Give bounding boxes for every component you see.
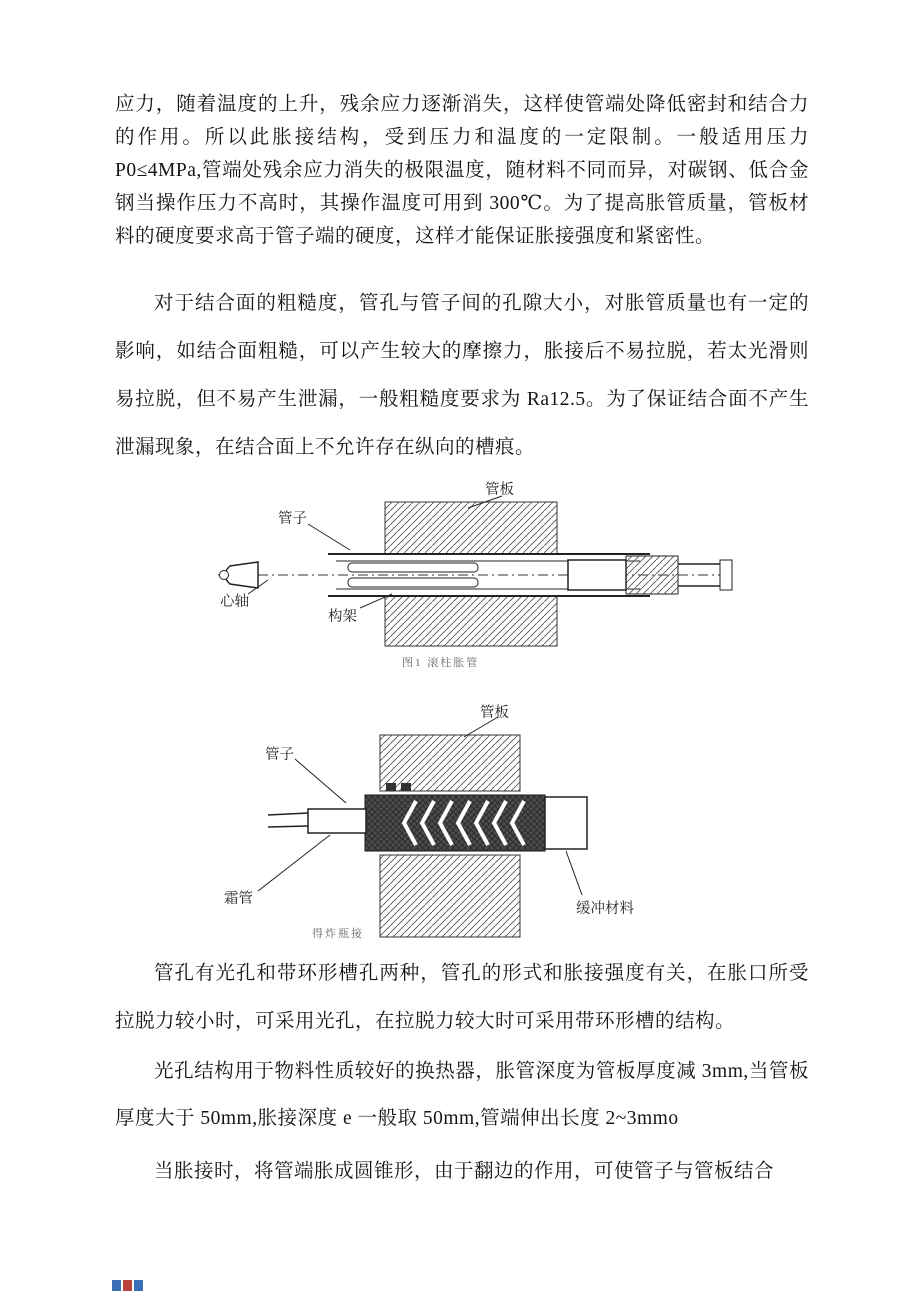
figure-explosive-expansion [180, 695, 740, 950]
fig2-label-buffer: 缓冲材料 [576, 901, 634, 917]
fig2-caption: 得炸瓶接 [312, 928, 364, 940]
paragraph-residual-stress: 应力，随着温度的上升，残余应力逐渐消失，这样使管端处降低密封和结合力的作用。所以此胀接结构，受到压力和温度的一定限制。一般适用压力 P0≤4MPa,管端处残余应力消失的极限温度，随材料不同而异，对碳钢、低合金钢当操作压力不高时，其操作温度可用到 300℃。为了提高胀管质量，管板材料的硬度要求高于管子端的硬度，这样才能保证胀接强度和紧密性。 [115, 94, 809, 247]
paragraph-cone-expansion: 当胀接时，将管端胀成圆锥形，由于翻边的作用，可使管子与管板结合 [154, 1161, 775, 1182]
footer-logo-block [112, 1280, 121, 1291]
fig1-label-frame: 构架 [328, 609, 357, 625]
fig2-label-tube-plate: 管板 [480, 705, 509, 721]
paragraph-plain-hole: 光孔结构用于物料性质较好的换热器，胀管深度为管板厚度减 3mm,当管板厚度大于 50mm,胀接深度 e 一般取 50mm,管端伸出长度 2~3mmo [115, 1061, 809, 1129]
fig2-label-tube: 管子 [265, 747, 294, 763]
paragraph-roughness: 对于结合面的粗糙度，管孔与管子间的孔隙大小，对胀管质量也有一定的影响，如结合面粗糙，可以产生较大的摩擦力，胀接后不易拉脱，若太光滑则易拉脱，但不易产生泄漏，一般粗糙度要求为 Ra12.5。为了保证结合面不产生泄漏现象，在结合面上不允许存在纵向的槽痕。 [115, 293, 809, 458]
figure-roller-expansion [180, 476, 740, 676]
fig1-label-tube-plate: 管板 [485, 482, 514, 498]
footer-logo-block [123, 1280, 132, 1291]
fig1-label-mandrel: 心轴 [220, 594, 249, 610]
footer-logo-block [134, 1280, 143, 1291]
footer-logo [112, 1280, 143, 1291]
figure2-drawing [180, 695, 740, 950]
fig1-caption: 图1 滚柱胀管 [402, 657, 480, 669]
fig1-label-tube: 管子 [278, 511, 307, 527]
figure1-drawing [180, 476, 740, 676]
paragraph-hole-types: 管孔有光孔和带环形槽孔两种，管孔的形式和胀接强度有关，在胀口所受拉脱力较小时，可采用光孔，在拉脱力较大时可采用带环形槽的结构。 [115, 963, 809, 1032]
fig2-label-sleeve: 霜管 [224, 891, 253, 907]
